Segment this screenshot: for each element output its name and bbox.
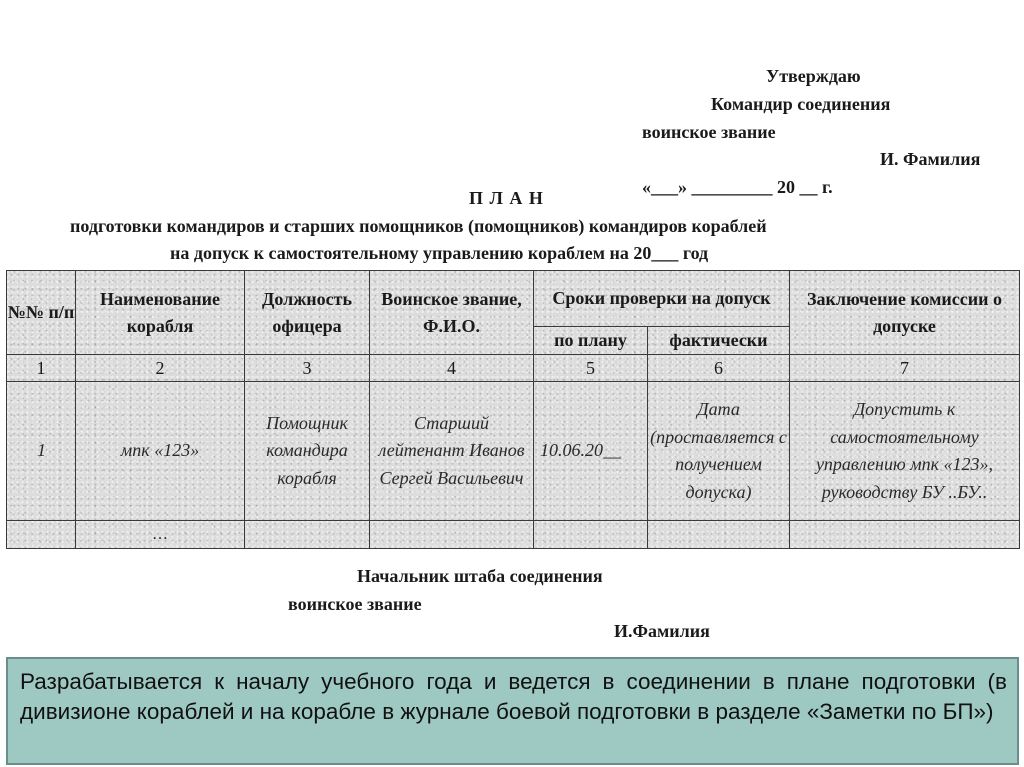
row-position: Помощник командира корабля xyxy=(245,382,370,521)
header-commission-conclusion: Заключение комиссии о допуске xyxy=(790,271,1020,355)
header-check-dates: Сроки проверки на допуск xyxy=(534,271,790,327)
header-number: №№ п/п xyxy=(7,271,76,355)
approval-rank: воинское звание xyxy=(642,122,776,142)
note-box xyxy=(6,657,1019,765)
document-subtitle-line2: на допуск к самостоятельному управлению кораблем на 20___ год xyxy=(170,243,709,263)
row-planned-date: 10.06.20__ xyxy=(534,382,648,521)
column-number-5: 5 xyxy=(534,355,648,382)
approval-surname: И. Фамилия xyxy=(880,149,981,169)
plan-table xyxy=(6,270,1020,549)
approval-commander-title: Командир соединения xyxy=(711,94,891,114)
column-number-7: 7 xyxy=(790,355,1020,382)
row-number: 1 xyxy=(7,382,76,521)
table-row xyxy=(7,521,1020,549)
column-number-2: 2 xyxy=(76,355,245,382)
document-subtitle-line1: подготовки командиров и старших помощников (помощников) командиров кораблей xyxy=(70,216,767,236)
row-conclusion: Допустить к самостоятельному управлению мпк «123», руководству БУ ..БУ.. xyxy=(790,382,1020,521)
approval-word: Утверждаю xyxy=(766,66,861,86)
signature-chief-of-staff: Начальник штаба соединения xyxy=(357,566,603,586)
column-number-3: 3 xyxy=(245,355,370,382)
column-number-1: 1 xyxy=(7,355,76,382)
document-heading: П Л А Н xyxy=(469,188,544,208)
header-actual-date: фактически xyxy=(648,327,790,355)
signature-surname: И.Фамилия xyxy=(614,621,710,641)
empty-cell xyxy=(534,521,648,549)
empty-cell xyxy=(245,521,370,549)
approval-date-line: «___» _________ 20 __ г. xyxy=(642,177,833,197)
empty-cell xyxy=(790,521,1020,549)
column-number-6: 6 xyxy=(648,355,790,382)
header-planned-date: по плану xyxy=(534,327,648,355)
header-ship-name: Наименование корабля xyxy=(76,271,245,355)
signature-rank: воинское звание xyxy=(288,594,422,614)
note-text: Разрабатывается к началу учебного года и ведется в соединении в плане подготовки (в дивизионе кораблей и на корабле в журнале боевой подготовки в разделе «Заметки по БП») xyxy=(20,669,1007,724)
empty-cell xyxy=(370,521,534,549)
row-rank-name: Старший лейтенант Иванов Сергей Васильевич xyxy=(370,382,534,521)
empty-cell xyxy=(648,521,790,549)
row-ship-name: мпк «123» xyxy=(76,382,245,521)
row-actual-date: Дата (проставляется с получением допуска) xyxy=(648,382,790,521)
header-rank-name: Воинское звание, Ф.И.О. xyxy=(370,271,534,355)
column-number-4: 4 xyxy=(370,355,534,382)
table-row xyxy=(7,382,1020,521)
row-ellipsis: … xyxy=(76,521,245,549)
empty-cell xyxy=(7,521,76,549)
header-officer-position: Должность офицера xyxy=(245,271,370,355)
